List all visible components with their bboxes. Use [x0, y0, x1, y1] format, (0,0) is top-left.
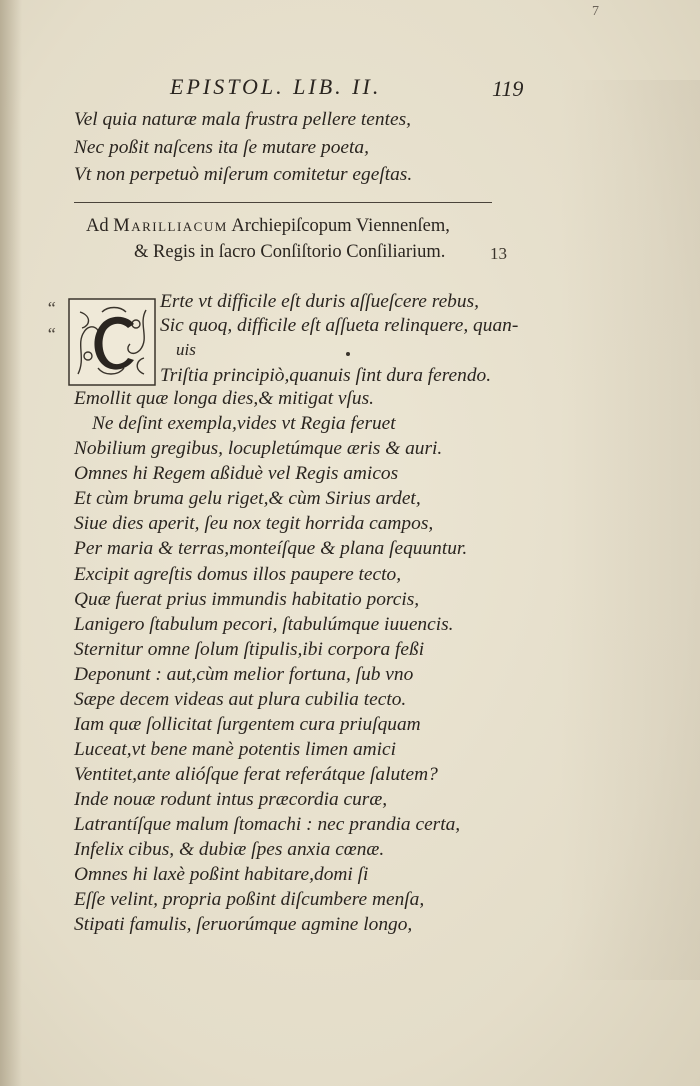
verse-line: Infelix cibus, & dubiæ ſpes anxia cœnæ.: [74, 839, 385, 860]
verse-line: Nec poßit naſcens ita ſe mutare poeta,: [74, 137, 369, 158]
verse-line: Inde nouæ rodunt intus præcordia curæ,: [74, 789, 388, 810]
verse-line: Vt non perpetuò miſerum comitetur egeſtas.: [74, 164, 413, 185]
verse-line: Sternitur omne ſolum ſtipulis,ibi corpora feßi: [74, 639, 425, 660]
running-head: EPISTOL. LIB. II.: [170, 74, 382, 99]
verse-line: Erte vt difficile eſt duris aſſueſcere rebus,: [160, 291, 479, 312]
verse-line: Omnes hi Regem aßiduè vel Regis amicos: [74, 463, 399, 484]
heading-prefix: Ad: [86, 216, 109, 236]
verse-line: Siue dies aperit, ſeu nox tegit horrida campos,: [74, 513, 434, 534]
page-number: 119: [492, 76, 524, 101]
verse-line: Excipit agreſtis domus illos paupere tecto,: [74, 564, 402, 585]
verse-line: Nobilium gregibus, locupletúmque æris & auri.: [74, 438, 443, 459]
marginal-quote-mark: “: [46, 324, 57, 344]
verse-line: Iam quæ ſollicitat ſurgentem cura priuſquam: [74, 714, 421, 735]
verse-line: Eſſe velint, propria poßint diſcumbere menſa,: [74, 889, 425, 910]
verse-line: Emollit quæ longa dies,& mitigat vſus.: [74, 388, 375, 409]
heading-rest: Archiepiſcopum Viennenſem,: [231, 216, 450, 236]
verse-line: Lanigero ſtabulum pecori, ſtabulúmque iuuencis.: [74, 614, 454, 635]
verse-line: Luceat,vt bene manè potentis limen amici: [74, 739, 397, 760]
verse-line: Per maria & terras,monteíſque & plana ſequuntur.: [74, 538, 468, 559]
verse-runover: uis: [176, 340, 196, 359]
verse-line: Ne deſint exempla,vides vt Regia feruet: [92, 413, 396, 434]
ink-spot: [346, 352, 350, 356]
verse-line: Sic quoq, difficile eſt aſſueta relinquere, quan-: [160, 315, 519, 336]
verse-line: Latrantíſque malum ſtomachi : nec prandia certa,: [74, 814, 461, 835]
verse-line: Ventitet,ante alióſque ferat referátque ſalutem?: [74, 764, 438, 785]
verse-line: Stipati famulis, ſeruorúmque agmine longo,: [74, 914, 413, 935]
page-gutter-shadow: [0, 0, 22, 1086]
section-rule: [74, 202, 492, 203]
corner-pencil-mark: 7: [592, 4, 599, 19]
verse-line: Et cùm bruma gelu riget,& cùm Sirius ardet,: [74, 488, 421, 509]
verse-line: Omnes hi laxè poßint habitare,domi ſi: [74, 864, 369, 885]
show-through-bleed: [560, 80, 700, 980]
verse-line: Deponunt : aut,cùm melior fortuna, ſub vno: [74, 664, 414, 685]
verse-line: Sæpe decem videas aut plura cubilia tecto.: [74, 689, 407, 710]
verse-line: Quæ fuerat prius immundis habitatio porcis,: [74, 589, 420, 610]
handwritten-number: 13: [490, 244, 507, 263]
poem-heading-line-2: & Regis in ſacro Conſiſtorio Conſiliarium.: [134, 242, 446, 262]
heading-name: Marilliacum: [113, 216, 228, 236]
marginal-quote-mark: “: [46, 298, 57, 318]
verse-line: Triſtia principiò,quanuis ſint dura ferendo.: [160, 365, 492, 386]
verse-line: Vel quia naturæ mala frustra pellere tentes,: [74, 109, 411, 130]
decorated-initial-c: [68, 298, 156, 386]
poem-heading-line-1: [86, 216, 450, 237]
